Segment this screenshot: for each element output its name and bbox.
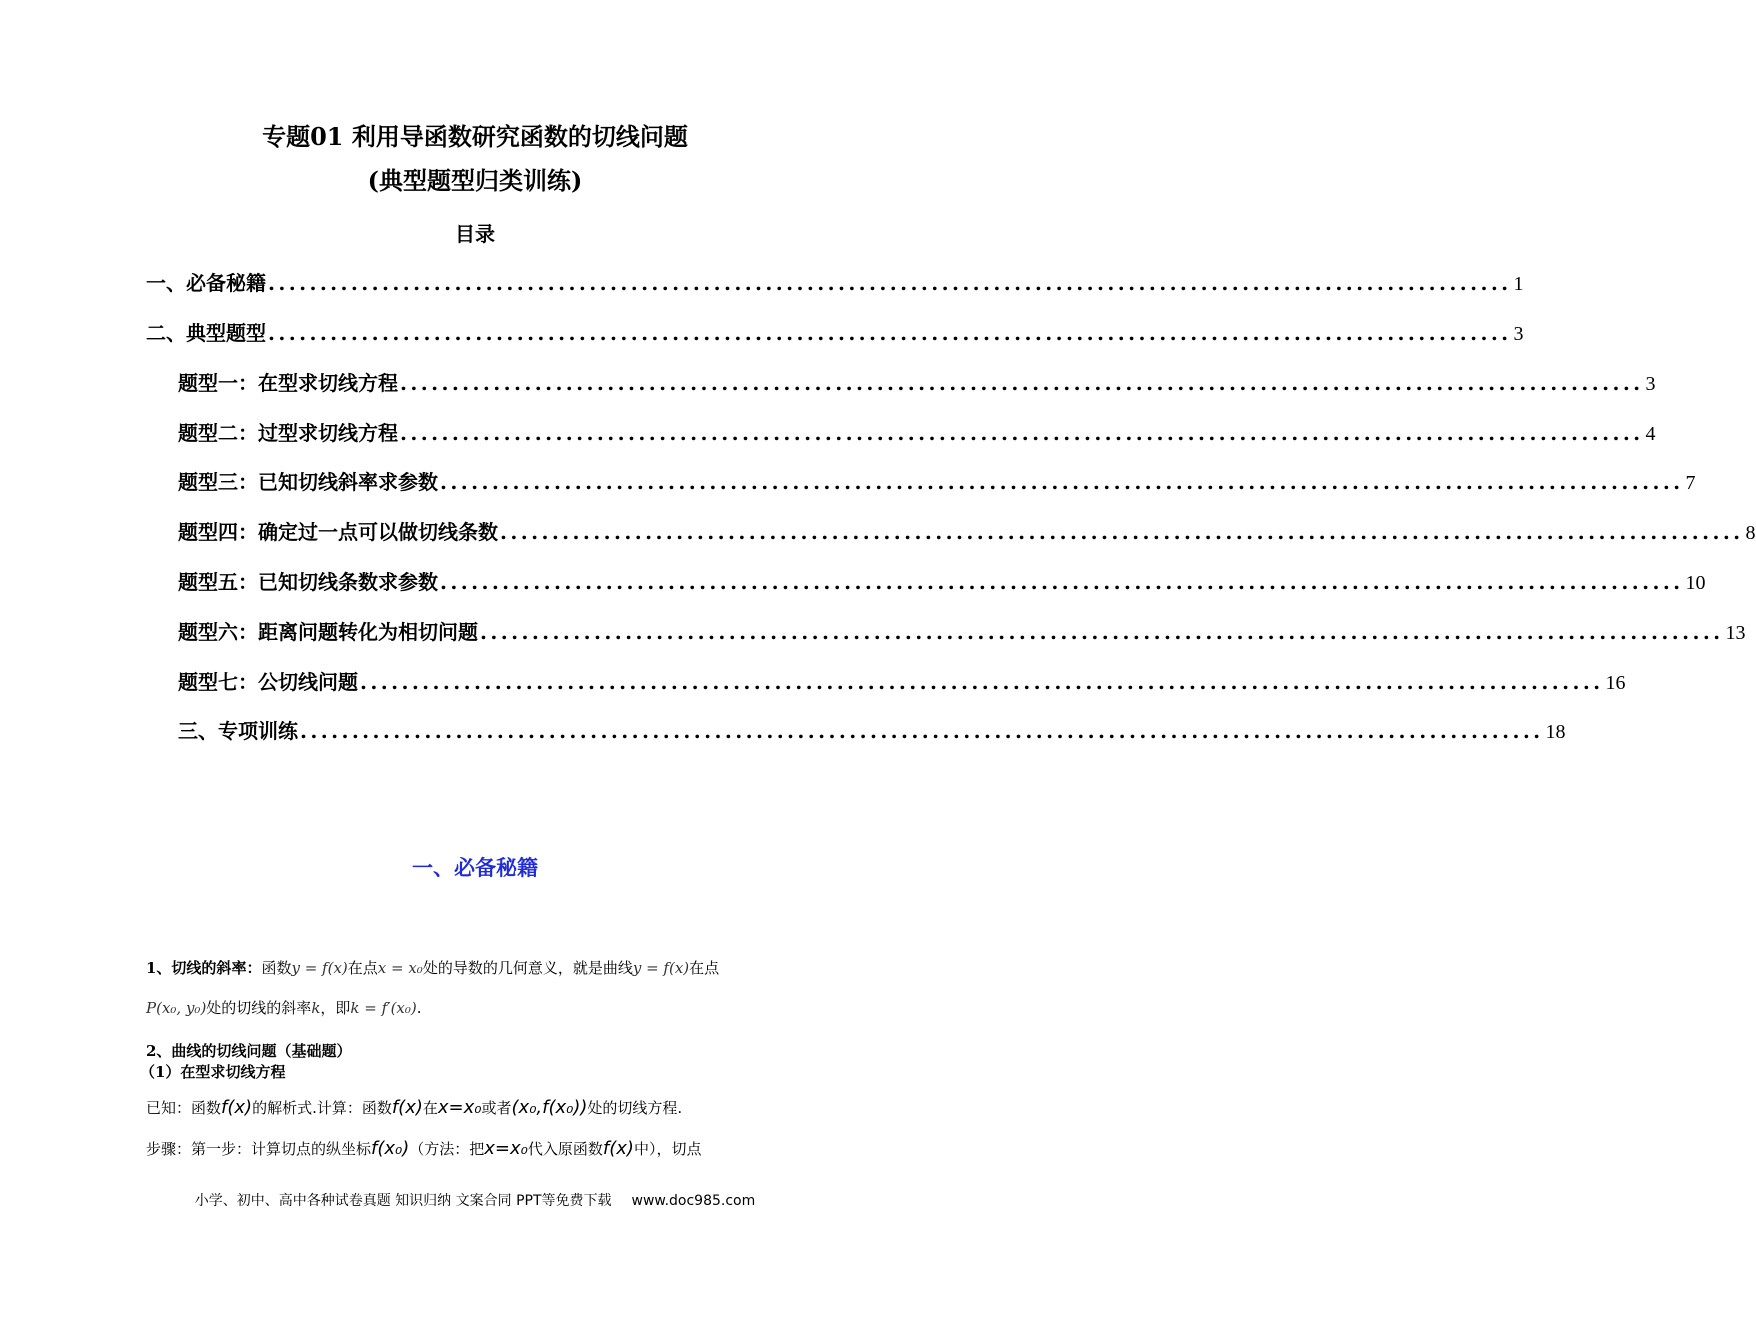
toc-entry[interactable] — [178, 367, 1656, 397]
toc-entry-label: 三、专项训练 — [178, 719, 298, 743]
toc-entry[interactable] — [178, 466, 1696, 496]
toc-entry-label: 二、典型题型 — [146, 321, 266, 345]
toc-entry-page: 4 — [1645, 423, 1656, 445]
toc-entry-label: 题型二：过型求切线方程 — [178, 421, 398, 445]
toc-entry-page: 7 — [1685, 472, 1696, 494]
toc-leader-dots: ........................................................................................................................ — [440, 570, 1684, 594]
toc-entry-label: 题型一：在型求切线方程 — [178, 371, 398, 395]
toc-entry-page: 3 — [1645, 373, 1656, 395]
toc-entry-label: 题型四：确定过一点可以做切线条数 — [178, 520, 498, 544]
toc-leader-dots: ........................................................................................................................ — [268, 321, 1512, 345]
toc-entry-page: 18 — [1545, 721, 1566, 743]
toc-leader-dots: ........................................................................................................................ — [300, 719, 1544, 743]
toc-entry-page: 13 — [1725, 622, 1746, 644]
paragraph-slope-cont: P(x₀, y₀)处的切线的斜率k，即k = f′(x₀). — [146, 999, 422, 1017]
toc-entry[interactable] — [178, 715, 1566, 745]
toc-entry[interactable] — [178, 566, 1706, 596]
paragraph-steps: 步骤：第一步：计算切点的纵坐标f(x₀)（方法：把x=x₀代入原函数f(x)中），切点 — [146, 1138, 702, 1159]
footer-link[interactable]: www.doc985.com — [631, 1193, 756, 1209]
toc-entry-label: 一、必备秘籍 — [146, 271, 266, 295]
footer-text: 小学、初中、高中各种试卷真题 知识归纳 文案合同 PPT等免费下载 — [194, 1193, 612, 1209]
toc-entry-page: 8 — [1745, 522, 1756, 544]
toc-entry[interactable] — [178, 417, 1656, 447]
toc-entry-label: 题型六：距离问题转化为相切问题 — [178, 620, 478, 644]
toc-entry-page: 10 — [1685, 572, 1706, 594]
toc-entry-page: 1 — [1513, 273, 1524, 295]
subheading-at-type: （1）在型求切线方程 — [140, 1063, 286, 1081]
toc-entry[interactable] — [178, 516, 1756, 546]
toc-heading: 目录 — [455, 222, 495, 246]
paragraph-slope: 1、切线的斜率：函数y = f(x)在点x = x₀处的导数的几何意义，就是曲线y = f(x)在点 — [146, 959, 720, 977]
toc-entry-label: 题型三：已知切线斜率求参数 — [178, 470, 438, 494]
toc-entry[interactable] — [146, 267, 1524, 297]
document-subtitle: (典型题型归类训练) — [367, 166, 583, 195]
toc-entry[interactable] — [178, 666, 1626, 696]
paragraph-given: 已知：函数f(x)的解析式.计算：函数f(x)在x=x₀或者(x₀,f(x₀))处的切线方程. — [146, 1097, 683, 1118]
toc-leader-dots: ........................................................................................................................ — [268, 271, 1512, 295]
toc-leader-dots: ........................................................................................................................ — [480, 620, 1724, 644]
toc-leader-dots: ........................................................................................................................ — [440, 470, 1684, 494]
toc-leader-dots: ........................................................................................................................ — [360, 670, 1604, 694]
document-title: 专题01 利用导函数研究函数的切线问题 — [262, 122, 688, 151]
toc-entry[interactable] — [146, 317, 1524, 347]
toc-leader-dots: ........................................................................................................................ — [500, 520, 1744, 544]
toc-entry-page: 16 — [1605, 672, 1626, 694]
page-footer — [0, 1190, 950, 1210]
toc-entry-label: 题型七：公切线问题 — [178, 670, 358, 694]
toc-entry-label: 题型五：已知切线条数求参数 — [178, 570, 438, 594]
toc-entry[interactable] — [178, 616, 1746, 646]
toc-leader-dots: ........................................................................................................................ — [400, 421, 1644, 445]
subheading-tangent-problem: 2、曲线的切线问题（基础题） — [146, 1042, 352, 1060]
toc-leader-dots: ........................................................................................................................ — [400, 371, 1644, 395]
toc-entry-page: 3 — [1513, 323, 1524, 345]
section-heading: 一、必备秘籍 — [412, 855, 538, 880]
